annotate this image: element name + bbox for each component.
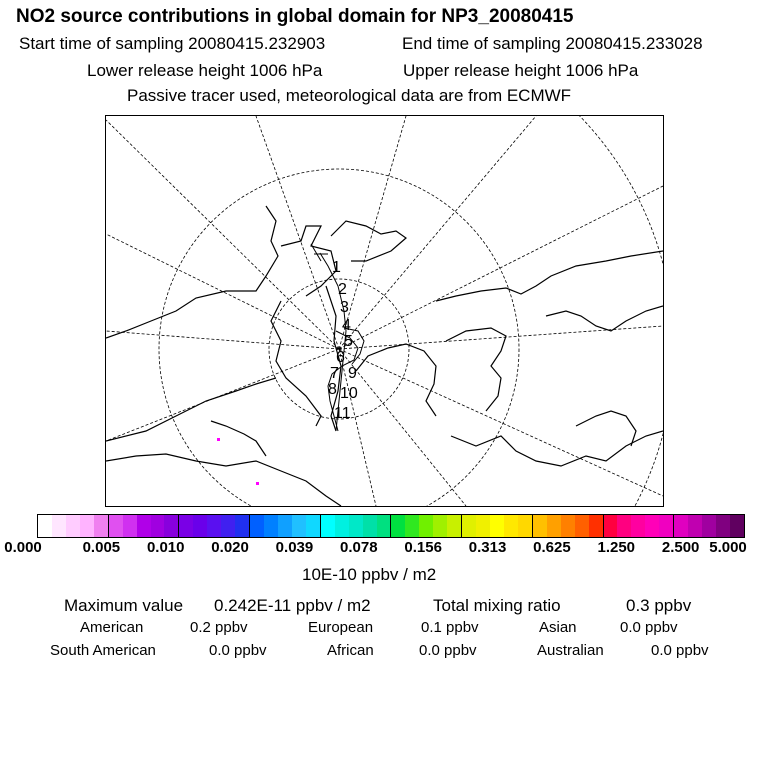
coastline-baltic bbox=[576, 411, 636, 446]
total-mixing-ratio-value: 0.3 ppbv bbox=[626, 596, 692, 615]
colorbar-cell bbox=[433, 515, 447, 537]
region-name-american: American bbox=[80, 619, 144, 636]
colorbar-cell bbox=[645, 515, 659, 537]
trajectory-labels bbox=[328, 259, 358, 422]
colorbar-cell bbox=[504, 515, 518, 537]
colorbar-cell bbox=[207, 515, 221, 537]
graticule bbox=[106, 116, 663, 506]
trajectory-label: 5 bbox=[344, 333, 353, 350]
trajectory-label: 1 bbox=[332, 259, 341, 276]
coastline-greenland bbox=[356, 344, 436, 416]
meridian bbox=[339, 349, 466, 506]
meridian bbox=[106, 120, 339, 349]
latitude-circle-40 bbox=[106, 116, 663, 506]
colorbar-tick-label: 0.020 bbox=[211, 539, 249, 556]
region-value-australian: 0.0 ppbv bbox=[651, 642, 709, 659]
colorbar-cell bbox=[250, 515, 264, 537]
colorbar-tick-label: 0.039 bbox=[275, 539, 314, 556]
colorbar-tick-label: 0.010 bbox=[146, 539, 185, 556]
colorbar-cell bbox=[617, 515, 631, 537]
colorbar-tick-label: 0.156 bbox=[404, 539, 442, 556]
colorbar-unit: 10E-10 ppbv / m2 bbox=[302, 565, 437, 584]
colorbar-cell bbox=[702, 515, 716, 537]
region-value-asian: 0.0 ppbv bbox=[620, 619, 678, 636]
trajectory-label: 9 bbox=[348, 365, 357, 382]
plot-title: NO2 source contributions in global domain for NP3_20080415 bbox=[16, 6, 574, 27]
colorbar-cell bbox=[462, 515, 476, 537]
trajectory-label: 11 bbox=[334, 405, 351, 422]
colorbar-tick-label: 0.078 bbox=[340, 539, 378, 556]
coastlines bbox=[106, 206, 663, 506]
colorbar-cell bbox=[292, 515, 306, 537]
upper-release-height: Upper release height 1006 hPa bbox=[403, 61, 639, 80]
tracer-note: Passive tracer used, meteorological data are from ECMWF bbox=[127, 86, 572, 105]
colorbar-cell bbox=[179, 515, 193, 537]
colorbar bbox=[37, 514, 745, 538]
colorbar-cell bbox=[518, 515, 533, 537]
latitude-circle-60 bbox=[159, 169, 519, 506]
region-name-african: African bbox=[327, 642, 374, 659]
colorbar-cell bbox=[575, 515, 589, 537]
colorbar-cell bbox=[193, 515, 207, 537]
max-value: 0.242E-11 ppbv / m2 bbox=[214, 596, 371, 615]
colorbar-cell bbox=[278, 515, 292, 537]
colorbar-tick-label: 1.250 bbox=[597, 539, 636, 556]
colorbar-cell bbox=[335, 515, 349, 537]
total-mixing-ratio-label: Total mixing ratio bbox=[433, 596, 561, 615]
meridian bbox=[339, 116, 536, 349]
colorbar-cell bbox=[447, 515, 462, 537]
colorbar-cell bbox=[151, 515, 165, 537]
trajectory-label: 10 bbox=[340, 385, 358, 402]
colorbar-tick-label: 2.500 bbox=[661, 539, 700, 556]
colorbar-tick-label: 0.000 bbox=[4, 539, 42, 556]
start-time: Start time of sampling 20080415.232903 bbox=[19, 34, 326, 53]
colorbar-cell bbox=[476, 515, 490, 537]
colorbar-cell bbox=[547, 515, 561, 537]
colorbar-cell bbox=[490, 515, 504, 537]
colorbar-tick-label: 0.005 bbox=[82, 539, 121, 556]
colorbar-cell bbox=[604, 515, 618, 537]
colorbar-cell bbox=[405, 515, 419, 537]
colorbar-cell bbox=[688, 515, 702, 537]
region-name-south-american: South American bbox=[50, 642, 156, 659]
concentration-point bbox=[217, 438, 220, 441]
colorbar-cell bbox=[52, 515, 66, 537]
colorbar-cell bbox=[123, 515, 137, 537]
trajectory-label: 6 bbox=[336, 349, 345, 366]
region-name-european: European bbox=[308, 619, 374, 636]
meridian bbox=[106, 331, 339, 349]
colorbar-cell bbox=[561, 515, 575, 537]
colorbar-cell bbox=[730, 515, 744, 537]
colorbar-cell bbox=[533, 515, 547, 537]
region-name-asian: Asian bbox=[539, 619, 577, 636]
colorbar-cell bbox=[66, 515, 80, 537]
max-value-label: Maximum value bbox=[64, 596, 184, 615]
colorbar-cell bbox=[674, 515, 688, 537]
coastline-arctic-islands bbox=[281, 226, 336, 296]
end-time: End time of sampling 20080415.233028 bbox=[402, 34, 703, 53]
colorbar-cell bbox=[659, 515, 674, 537]
colorbar-cell bbox=[349, 515, 363, 537]
colorbar-cell bbox=[321, 515, 335, 537]
polar-map bbox=[106, 116, 663, 506]
coastline-islands bbox=[331, 221, 406, 261]
coastline-siberia bbox=[436, 251, 663, 301]
lower-release-height: Lower release height 1006 hPa bbox=[87, 61, 323, 80]
meridian bbox=[339, 116, 406, 349]
colorbar-cell bbox=[391, 515, 405, 537]
colorbar-tick-label: 0.313 bbox=[468, 539, 507, 556]
colorbar-cell bbox=[419, 515, 433, 537]
colorbar-cell bbox=[589, 515, 604, 537]
trajectory-label: 7 bbox=[330, 365, 339, 382]
colorbar-tick-label: 0.625 bbox=[533, 539, 571, 556]
colorbar-cell bbox=[80, 515, 94, 537]
coastline-alaska-siberia bbox=[106, 378, 276, 441]
region-value-african: 0.0 ppbv bbox=[419, 642, 477, 659]
colorbar-cell bbox=[94, 515, 109, 537]
colorbar-cell bbox=[631, 515, 645, 537]
trajectory-label: 8 bbox=[328, 381, 337, 398]
colorbar-cell bbox=[164, 515, 179, 537]
meridian bbox=[256, 116, 339, 349]
colorbar-cell bbox=[137, 515, 151, 537]
meridian bbox=[339, 349, 663, 496]
trajectory-label: 2 bbox=[338, 281, 347, 298]
region-value-american: 0.2 ppbv bbox=[190, 619, 248, 636]
meridian bbox=[339, 349, 376, 506]
coastline-canada bbox=[271, 301, 321, 426]
colorbar-cell bbox=[306, 515, 321, 537]
meridian bbox=[339, 186, 663, 349]
region-name-australian: Australian bbox=[537, 642, 604, 659]
colorbar-cell bbox=[38, 515, 52, 537]
coastline-pacific bbox=[106, 454, 341, 506]
coastline-north-america-arctic bbox=[106, 206, 278, 338]
trajectory-label: 4 bbox=[342, 317, 351, 334]
region-value-south-american: 0.0 ppbv bbox=[209, 642, 267, 659]
trajectory-label: 3 bbox=[340, 299, 349, 316]
colorbar-cell bbox=[221, 515, 235, 537]
region-value-european: 0.1 ppbv bbox=[421, 619, 479, 636]
colorbar-cell bbox=[264, 515, 278, 537]
colorbar-cell bbox=[235, 515, 250, 537]
colorbar-cell bbox=[716, 515, 730, 537]
colorbar-cell bbox=[377, 515, 392, 537]
colorbar-tick-label: 5.000 bbox=[709, 539, 747, 556]
colorbar-cell bbox=[109, 515, 123, 537]
colorbar-cell bbox=[363, 515, 377, 537]
map-panel bbox=[105, 115, 664, 507]
coastline-europe bbox=[451, 431, 663, 466]
concentration-point bbox=[256, 482, 259, 485]
